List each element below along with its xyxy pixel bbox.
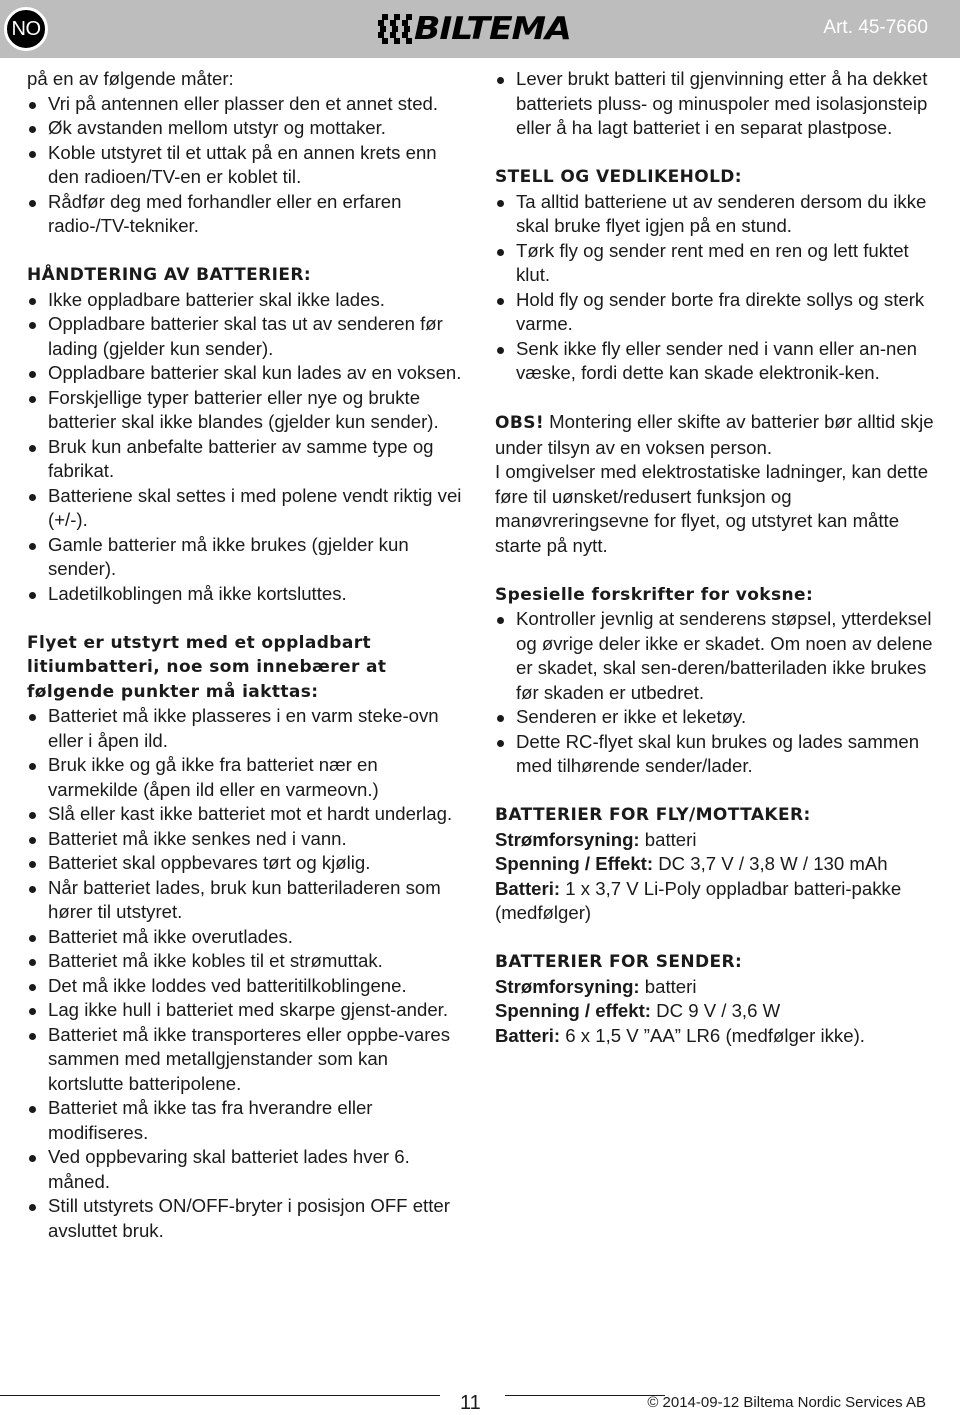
sender-voltage-label: Spenning / effekt:	[495, 1000, 651, 1021]
list-item: Det må ikke loddes ved batteritilkoblingene.	[27, 974, 467, 999]
footer-divider-right	[505, 1395, 665, 1396]
list-item: Ved oppbevaring skal batteriet lades hver 6. måned.	[27, 1145, 467, 1194]
care-list	[495, 190, 940, 386]
adult-rules-list	[495, 607, 940, 779]
obs-note-2: I omgivelser med elektrostatiske ladninger, kan dette føre til uønsket/redusert funksjon og manøvreringsevne for flyet, og utstyret kan måtte starte på nytt.	[495, 461, 929, 556]
list-item: Still utstyrets ON/OFF-bryter i posisjon OFF etter avsluttet bruk.	[27, 1194, 467, 1243]
list-item: Lever brukt batteri til gjenvinning etter å ha dekket batteriets pluss- og minuspoler med isolasjonsteip eller å ha lagt batteriet i en separat plastpose.	[495, 67, 940, 141]
list-item: Oppladbare batterier skal kun lades av en voksen.	[27, 361, 467, 386]
fly-battery-value: 1 x 3,7 V Li-Poly oppladbar batteri-pakke (medfølger)	[495, 877, 902, 923]
left-column	[27, 67, 467, 1243]
copyright-notice: © 2014-09-12 Biltema Nordic Services AB	[647, 1394, 926, 1411]
list-item: Ikke oppladbare batterier skal ikke lades.	[27, 288, 467, 313]
list-item: Batteriet må ikke plasseres i en varm steke-ovn eller i åpen ild.	[27, 704, 467, 753]
sender-supply-label: Strømforsyning:	[495, 975, 640, 997]
lithium-battery-heading: Flyet er utstyrt med et oppladbart litiumbatteri, noe som innebærer at følgende punkter må iakttas:	[27, 632, 387, 702]
article-number: Art. 45-7660	[823, 17, 928, 38]
list-item: Dette RC-flyet skal kun brukes og lades sammen med tilhørende sender/lader.	[495, 730, 940, 779]
list-item: Batteriet skal oppbevares tørt og kjølig.	[27, 851, 467, 876]
interference-list	[27, 92, 467, 239]
list-item: Gamle batterier må ikke brukes (gjelder kun sender).	[27, 533, 467, 582]
list-item: Koble utstyret til et uttak på en annen krets enn den radioen/TV-en er koblet til.	[27, 141, 467, 190]
list-item: Øk avstanden mellom utstyr og mottaker.	[27, 116, 467, 141]
page-number: 11	[460, 1392, 481, 1414]
list-item: Slå eller kast ikke batteriet mot et hardt underlag.	[27, 802, 467, 827]
list-item: Rådfør deg med forhandler eller en erfaren radio-/TV-tekniker.	[27, 190, 467, 239]
lithium-battery-list	[27, 704, 467, 1243]
care-heading: STELL OG VEDLIKEHOLD:	[495, 167, 743, 187]
list-item: Batteriene skal settes i med polene vendt riktig vei (+/-).	[27, 484, 467, 533]
list-item: Batteriet må ikke kobles til et strømuttak.	[27, 949, 467, 974]
list-item: Ta alltid batteriene ut av senderen dersom du ikke skal bruke flyet igjen på en stund.	[495, 190, 940, 239]
fly-voltage-value: DC 3,7 V / 3,8 W / 130 mAh	[653, 853, 888, 874]
fly-voltage-row	[495, 852, 940, 877]
sender-battery-row	[495, 1024, 940, 1049]
sender-voltage-row	[495, 999, 940, 1024]
obs-note	[495, 410, 940, 460]
fly-supply-row	[495, 828, 940, 853]
list-item: Bruk ikke og gå ikke fra batteriet nær en varmekilde (åpen ild eller en varmeovn.)	[27, 753, 467, 802]
list-item: Kontroller jevnlig at senderens støpsel, ytterdeksel og øvrige deler ikke er skadet. Om noen av delene er skadet, skal sen-deren/batteriladen ikke brukes før skaden er utbedret.	[495, 607, 940, 705]
list-item: Batteriet må ikke senkes ned i vann.	[27, 827, 467, 852]
fly-voltage-label: Spenning / Effekt:	[495, 853, 654, 874]
right-column	[495, 67, 940, 1048]
biltema-logo	[378, 11, 571, 47]
obs-label: OBS!	[495, 413, 545, 433]
sender-battery-value: 6 x 1,5 V ”AA” LR6 (medfølger ikke).	[560, 1024, 865, 1046]
recycle-list	[495, 67, 940, 141]
list-item: Lag ikke hull i batteriet med skarpe gjenst-ander.	[27, 998, 467, 1023]
list-item: Oppladbare batterier skal tas ut av senderen før lading (gjelder kun sender).	[27, 312, 467, 361]
list-item: Batteriet må ikke tas fra hverandre eller modifiseres.	[27, 1096, 467, 1145]
sender-battery-heading: BATTERIER FOR SENDER:	[495, 952, 743, 972]
list-item: Tørk fly og sender rent med en ren og lett fuktet klut.	[495, 239, 940, 288]
checkered-flag-icon	[378, 14, 412, 44]
page-header	[0, 0, 960, 58]
battery-handling-list	[27, 288, 467, 607]
list-item: Vri på antennen eller plasser den et annet sted.	[27, 92, 467, 117]
fly-supply-value: batteri	[639, 828, 697, 850]
list-item: Senderen er ikke et leketøy.	[495, 705, 940, 730]
list-item: Forskjellige typer batterier eller nye og brukte batterier skal ikke blandes (gjelder kun sender).	[27, 386, 467, 435]
language-badge: NO	[4, 7, 48, 51]
footer-divider-left	[0, 1395, 440, 1396]
interference-intro: på en av følgende måter:	[27, 68, 234, 89]
list-item: Bruk kun anbefalte batterier av samme type og fabrikat.	[27, 435, 467, 484]
obs-text: Montering eller skifte av batterier bør alltid skje under tilsyn av en voksen person.	[495, 411, 934, 458]
fly-battery-label: Batteri:	[495, 877, 561, 899]
fly-battery-heading: BATTERIER FOR FLY/MOTTAKER:	[495, 805, 811, 825]
sender-supply-row	[495, 975, 940, 1000]
list-item: Batteriet må ikke transporteres eller oppbe-vares sammen med metallgjenstander som kan kortslutte batteripolene.	[27, 1023, 467, 1097]
battery-handling-heading: HÅNDTERING AV BATTERIER:	[27, 265, 312, 285]
sender-supply-value: batteri	[639, 975, 697, 997]
fly-battery-row	[495, 877, 940, 926]
fly-supply-label: Strømforsyning:	[495, 828, 640, 850]
list-item: Senk ikke fly eller sender ned i vann eller an-nen væske, fordi dette kan skade elektronik-ken.	[495, 337, 940, 386]
list-item: Batteriet må ikke overutlades.	[27, 925, 467, 950]
adult-rules-heading: Spesielle forskrifter for voksne:	[495, 584, 814, 605]
brand-name: BILTEMA	[414, 11, 571, 47]
list-item: Når batteriet lades, bruk kun batteriladeren som hører til utstyret.	[27, 876, 467, 925]
sender-voltage-value: DC 9 V / 3,6 W	[651, 1000, 781, 1021]
sender-battery-label: Batteri:	[495, 1024, 561, 1046]
list-item: Hold fly og sender borte fra direkte sollys og sterk varme.	[495, 288, 940, 337]
list-item: Ladetilkoblingen må ikke kortsluttes.	[27, 582, 467, 607]
